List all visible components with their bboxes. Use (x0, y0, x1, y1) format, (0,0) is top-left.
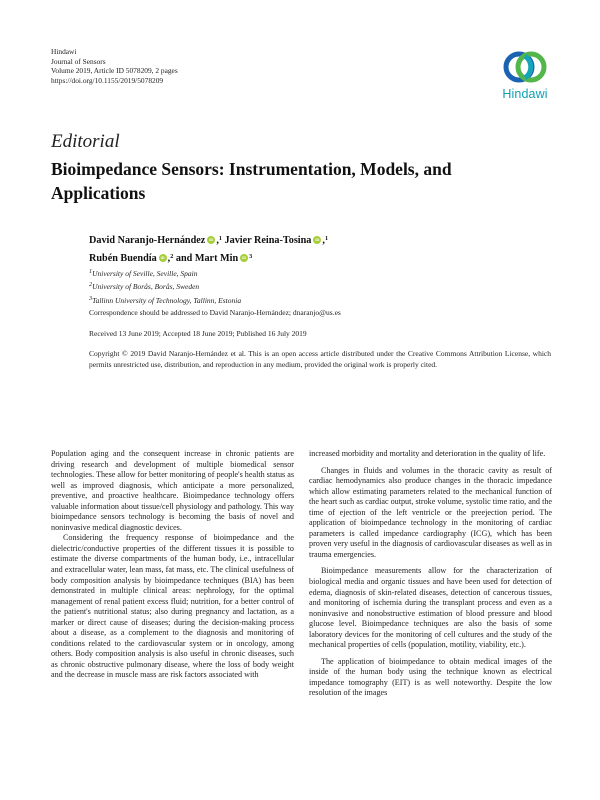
author[interactable]: Rubén BuendíaiD ,$^2$ and (89, 253, 192, 264)
body-paragraph: Population aging and the consequent increase in chronic patients are driving research and development of multiple biomedical sensor technologies. These allow for better monitoring of people's health status as well as improved diagnosis, which anticipate a more personalized, preventive, and proactive healthcare. Bioimpedance technology offers valuable information about tissue/cell physiology and pathology. This way bioimpedance sensors technology is becoming the basis of novel and noninvasive medical diagnostic devices. (51, 449, 294, 532)
author[interactable] (195, 253, 252, 264)
volume-line: Volume 2019, Article ID 5078209, 2 pages (51, 66, 178, 76)
affiliations (89, 266, 241, 306)
journal-info (51, 47, 178, 85)
author-affiliation-marker: 3 (249, 253, 253, 260)
body-paragraph: Considering the frequency response of bioimpedance and the dielectric/conductive properties of the different tissues it is possible to estimate the diverse compartments of the human body, i.e., intracellular and extracellular water, lean mass, fat mass, etc. The clinical usefulness of body composition analysis by bioimpedance techniques (BIA) has been demonstrated in multiple clinical areas: nephrology, for the optimal management of renal patient excess fluid; nutrition, for a better control of the patient's nutritional status; also during pregnancy and lactation, as a marker or direct cause of diseases; during the decision-making process about a disease, as a complement to the diagnosis and monitoring of conditions related to the cardiovascular system or in oncology, among others. Body composition analysis is also useful in chronic diseases, such as chronic obstructive pulmonary disease, where the loss of body weight and the decrease in muscle mass are risk factors associated with (51, 533, 294, 680)
publication-dates: Received 13 June 2019; Accepted 18 June 2019; Published 16 July 2019 (89, 329, 307, 338)
author-affiliation-marker: 2 (170, 253, 174, 260)
journal-name: Journal of Sensors (51, 56, 106, 66)
publisher-name: Hindawi (51, 47, 77, 56)
author-affiliation-marker: 1 (218, 235, 222, 242)
body-paragraph: increased morbidity and mortality and deterioration in the quality of life. (309, 449, 546, 458)
orcid-icon[interactable] (159, 254, 167, 262)
orcid-icon[interactable] (313, 236, 321, 244)
affiliation: $^2$University of Borås, Borås, Sweden (89, 281, 200, 292)
logo-wordmark: Hindawi (502, 87, 548, 101)
section-label: Editorial (51, 131, 120, 152)
article-title: Bioimpedance Sensors: Instrumentation, Models, and Applications (51, 159, 452, 203)
body-column-left (51, 449, 294, 681)
doi-link[interactable]: https://doi.org/10.1155/2019/5078209 (51, 75, 164, 85)
author-list (89, 231, 529, 267)
hindawi-logo-icon (501, 48, 549, 86)
hindawi-logo (494, 48, 556, 101)
body-column-right (309, 449, 552, 699)
author-name: Javier Reina-Tosina (224, 235, 312, 246)
author-name: Mart Min (194, 253, 239, 264)
orcid-icon[interactable] (240, 254, 248, 262)
author-name: David Naranjo-Hernández (89, 235, 206, 246)
author[interactable]: Javier Reina-TosinaiD ,$^1$ (225, 235, 329, 246)
affiliation: $^3$Tallinn University of Technology, Tallinn, Estonia (89, 294, 242, 305)
author[interactable]: David Naranjo-HernándeziD ,$^1$ (89, 235, 222, 246)
body-paragraph: Changes in fluids and volumes in the thoracic cavity as result of cardiac hemodynamics also produce changes in the thoracic impedance which allow estimating parameters related to the mechanical function of the heart such as cardiac output, stroke volume, systolic time ratio, and the time of ejection of the left ventricle or the preejection period. The application of bioimpedance technology in the monitoring of cardiac parameters is called impedance cardiography (ICG), which has been proven very useful in the diagnosis of cardiovascular diseases as well as in trauma emergencies. (309, 465, 552, 559)
copyright-notice: Copyright © 2019 David Naranjo-Hernández et al. This is an open access article distributed under the Creative Commons Attribution License, which permits unrestricted use, distribution, and reproduction in any medium, provided the original work is properly cited. (89, 349, 551, 369)
correspondence: Correspondence should be addressed to David Naranjo-Hernández; dnaranjo@us.es (89, 308, 341, 317)
body-paragraph: The application of bioimpedance to obtain medical images of the inside of the human body using the technique known as electrical impedance tomography (EIT) is as well noteworthy. Despite the low resolution of the images (309, 656, 552, 698)
affiliation: $^1$University of Seville, Seville, Spain (89, 268, 198, 278)
author-name: Rubén Buendía (89, 253, 157, 264)
body-paragraph: Bioimpedance measurements allow for the characterization of biological media and organic tissues and have been used for detection of edema, diagnosis of skin-related diseases, detection of cancerous tissues, and monitoring of ischemia during the transplant process and even as a noninvasive and nonobstructive estimation of blood pressure and blood glucose level. Bioimpedance techniques are also the basis of some laboratory devices for the monitoring of cell cultures and the study of the mechanical properties of cells (population, motility, viability, etc.). (309, 566, 552, 650)
orcid-icon[interactable] (207, 236, 215, 244)
author-affiliation-marker: 1 (324, 235, 329, 242)
